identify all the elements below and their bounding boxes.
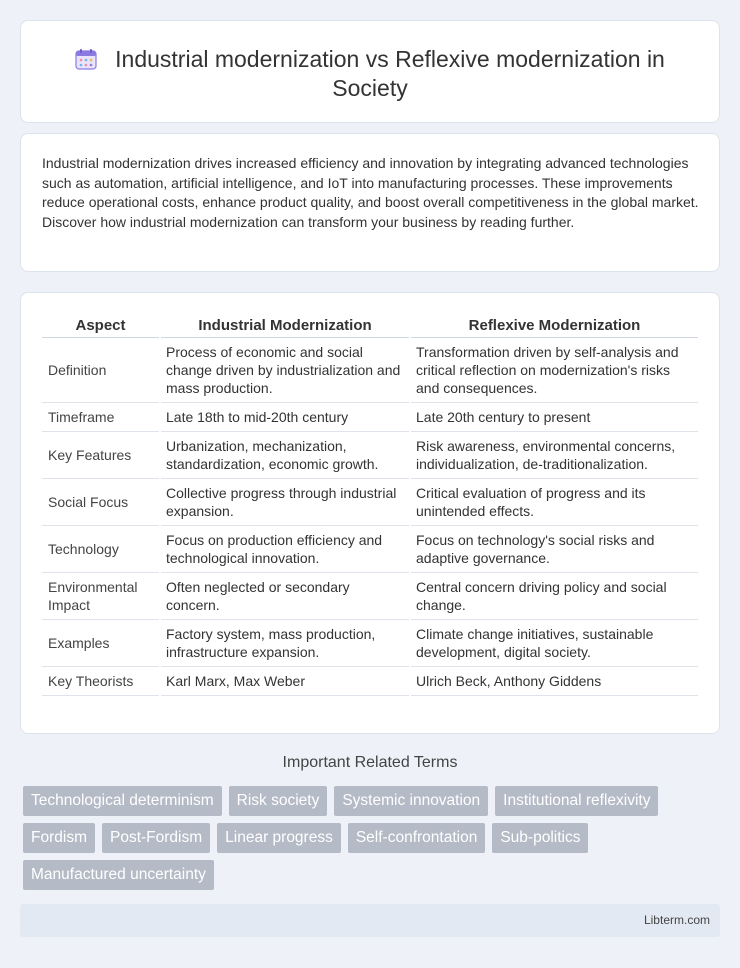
footer-site-link[interactable]: Libterm.com: [643, 913, 710, 927]
column-header-industrial: Industrial Modernization: [160, 313, 410, 338]
cell-aspect: Environmental Impact: [42, 573, 160, 620]
cell-aspect: Social Focus: [42, 479, 160, 526]
cell-industrial: Focus on production efficiency and technological innovation.: [160, 526, 410, 573]
cell-industrial: Often neglected or secondary concern.: [160, 573, 410, 620]
table-row: [42, 620, 698, 667]
related-term-tag[interactable]: Technological determinism: [23, 786, 222, 816]
intro-card: [20, 133, 720, 272]
header-card: [20, 20, 720, 123]
cell-aspect: Examples: [42, 620, 160, 667]
related-term-tag[interactable]: Systemic innovation: [334, 786, 488, 816]
comparison-table: [42, 313, 698, 696]
related-term-tag[interactable]: Risk society: [229, 786, 328, 816]
intro-paragraph: Industrial modernization drives increased efficiency and innovation by integrating advanced technologies such as automation, artificial intelligence, and IoT into manufacturing processes. These improvements reduce operational costs, enhance product quality, and boost overall competitiveness in the global market. Discover how industrial modernization can transform your business by reading further.: [42, 155, 699, 230]
cell-aspect: Key Theorists: [42, 667, 160, 696]
cell-reflexive: Central concern driving policy and social change.: [410, 573, 698, 620]
related-term-tag[interactable]: Sub-politics: [492, 823, 588, 853]
cell-reflexive: Late 20th century to present: [410, 403, 698, 432]
cell-aspect: Key Features: [42, 432, 160, 479]
page-title: [21, 45, 719, 103]
cell-industrial: Karl Marx, Max Weber: [160, 667, 410, 696]
cell-reflexive: Ulrich Beck, Anthony Giddens: [410, 667, 698, 696]
cell-industrial: Urbanization, mechanization, standardization, economic growth.: [160, 432, 410, 479]
cell-industrial: Late 18th to mid-20th century: [160, 403, 410, 432]
cell-reflexive: Focus on technology's social risks and adaptive governance.: [410, 526, 698, 573]
cell-aspect: Technology: [42, 526, 160, 573]
cell-industrial: Factory system, mass production, infrastructure expansion.: [160, 620, 410, 667]
footer: [20, 904, 720, 937]
related-terms-list: [23, 786, 703, 890]
column-header-reflexive: Reflexive Modernization: [410, 313, 698, 338]
related-term-tag[interactable]: Self-confrontation: [348, 823, 486, 853]
table-row: [42, 479, 698, 526]
table-row: [42, 338, 698, 403]
column-header-aspect: Aspect: [42, 313, 160, 338]
table-row: [42, 667, 698, 696]
related-term-tag[interactable]: Manufactured uncertainty: [23, 860, 214, 890]
cell-industrial: Process of economic and social change driven by industrialization and mass production.: [160, 338, 410, 403]
cell-aspect: Timeframe: [42, 403, 160, 432]
table-row: [42, 432, 698, 479]
related-term-tag[interactable]: Institutional reflexivity: [495, 786, 658, 816]
comparison-card: [20, 292, 720, 734]
cell-industrial: Collective progress through industrial expansion.: [160, 479, 410, 526]
cell-aspect: Definition: [42, 338, 160, 403]
related-term-tag[interactable]: Linear progress: [217, 823, 341, 853]
related-term-tag[interactable]: Post-Fordism: [102, 823, 210, 853]
related-term-tag[interactable]: Fordism: [23, 823, 95, 853]
table-row: [42, 573, 698, 620]
table-row: [42, 526, 698, 573]
table-header-row: [42, 313, 698, 338]
cell-reflexive: Climate change initiatives, sustainable development, digital society.: [410, 620, 698, 667]
cell-reflexive: Transformation driven by self-analysis and critical reflection on modernization's risks and consequences.: [410, 338, 698, 403]
calendar-grid-icon: [75, 48, 97, 70]
related-terms-title: Important Related Terms: [282, 754, 458, 771]
table-row: [42, 403, 698, 432]
cell-reflexive: Critical evaluation of progress and its unintended effects.: [410, 479, 698, 526]
cell-reflexive: Risk awareness, environmental concerns, individualization, de-traditionalization.: [410, 432, 698, 479]
page-title-text: Industrial modernization vs Reflexive modernization in Society: [115, 46, 665, 101]
